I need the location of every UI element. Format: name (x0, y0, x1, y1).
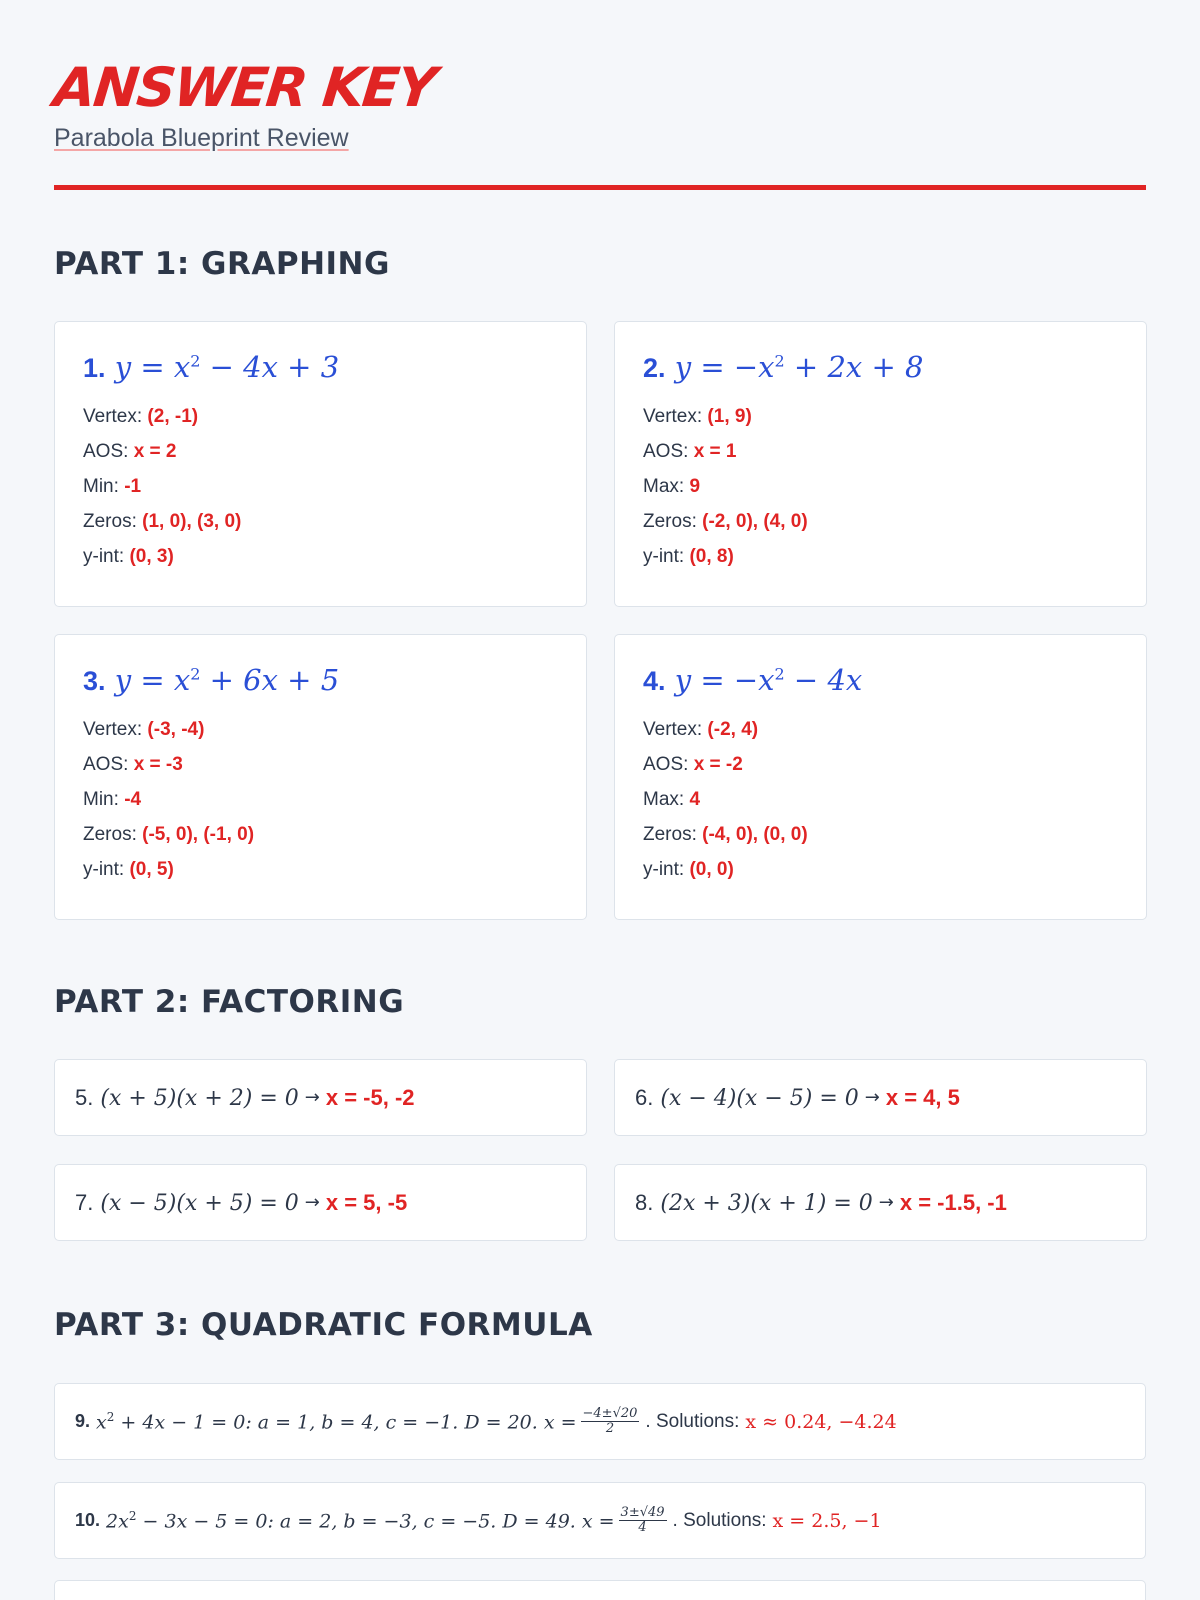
zeros-row: Zeros: (1, 0), (3, 0) (83, 511, 242, 532)
problem-equation: 1. $y = x^2 - 4x + 3$ (83, 350, 340, 384)
arrow-icon: → (304, 1087, 320, 1108)
factoring-answer: x = 5, -5 (325, 1189, 408, 1215)
arrow-icon: → (864, 1087, 880, 1108)
aos-row: AOS: x = -2 (643, 754, 743, 775)
graphing-problem-card (54, 321, 587, 607)
aos-row: AOS: x = -3 (83, 754, 183, 775)
quadratic-solutions: x = 2.5, −1 (772, 1509, 882, 1532)
zeros-row: Zeros: (-4, 0), (0, 0) (643, 824, 808, 845)
y-int-row: y-int: (0, 5) (83, 859, 174, 880)
quadratic-problem-card: 10. $2x^2 - 3x - 5 = 0$: a = 2, b = −3, c = −5. D = 49. x = $\frac{3\pm√49}{4}$ . Solutions: x = 2.5, −1 (54, 1482, 1146, 1559)
quadratic-problem-card-partial (54, 1580, 1146, 1600)
page-subtitle: Parabola Blueprint Review (54, 124, 349, 152)
section-title-graphing: PART 1: GRAPHING (54, 246, 390, 282)
aos-row: AOS: x = 2 (83, 441, 177, 462)
factoring-answer: x = 4, 5 (885, 1084, 960, 1110)
vertex-row: Vertex: (1, 9) (643, 406, 752, 427)
max-row: Max: 4 (643, 789, 701, 810)
y-int-row: y-int: (0, 3) (83, 546, 174, 567)
min-row: Min: -4 (83, 789, 142, 810)
aos-row: AOS: x = 1 (643, 441, 737, 462)
problem-equation: 3. $y = x^2 + 6x + 5$ (83, 663, 340, 697)
problem-equation: 4. $y = -x^2 - 4x$ (643, 663, 863, 697)
vertex-row: Vertex: (-3, -4) (83, 719, 205, 740)
problem-equation: 2. $y = -x^2 + 2x + 8$ (643, 350, 924, 384)
max-row: Max: 9 (643, 476, 701, 497)
arrow-icon: → (304, 1192, 320, 1213)
y-int-row: y-int: (0, 0) (643, 859, 734, 880)
factoring-answer: x = -5, -2 (325, 1084, 415, 1110)
arrow-icon: → (878, 1192, 894, 1213)
factoring-problem-card: 6. (x − 4)(x − 5) = 0 → x = 4, 5 (614, 1059, 1147, 1136)
page-header (50, 0, 1146, 190)
header-divider (54, 185, 1146, 190)
zeros-row: Zeros: (-5, 0), (-1, 0) (83, 824, 255, 845)
factoring-problem-card: 8. (2x + 3)(x + 1) = 0 → x = -1.5, -1 (614, 1164, 1147, 1241)
y-int-row: y-int: (0, 8) (643, 546, 734, 567)
graphing-problem-card (54, 634, 587, 920)
graphing-problem-card (614, 634, 1147, 920)
factoring-problem-card: 7. (x − 5)(x + 5) = 0 → x = 5, -5 (54, 1164, 587, 1241)
vertex-row: Vertex: (-2, 4) (643, 719, 759, 740)
vertex-row: Vertex: (2, -1) (83, 406, 199, 427)
factoring-problem-card: 5. (x + 5)(x + 2) = 0 → x = -5, -2 (54, 1059, 587, 1136)
section-title-factoring: PART 2: FACTORING (54, 984, 405, 1020)
zeros-row: Zeros: (-2, 0), (4, 0) (643, 511, 808, 532)
page-title: ANSWER KEY (50, 56, 438, 119)
quadratic-problem-card: 9. $x^2 + 4x - 1 = 0$: a = 1, b = 4, c = −1. D = 20. x = $\frac{-4\pm√20}{2}$ . Solutions: x ≈ 0.24, −4.24 (54, 1383, 1146, 1460)
formula-fraction: $\frac{-4\pm√20}{2}$ (582, 1406, 638, 1436)
section-title-quadratic-formula: PART 3: QUADRATIC FORMULA (54, 1307, 593, 1343)
quadratic-solutions: x ≈ 0.24, −4.24 (745, 1410, 897, 1433)
factoring-answer: x = -1.5, -1 (899, 1189, 1007, 1215)
graphing-problem-card (614, 321, 1147, 607)
formula-fraction: $\frac{3\pm√49}{4}$ (620, 1505, 665, 1535)
min-row: Min: -1 (83, 476, 142, 497)
